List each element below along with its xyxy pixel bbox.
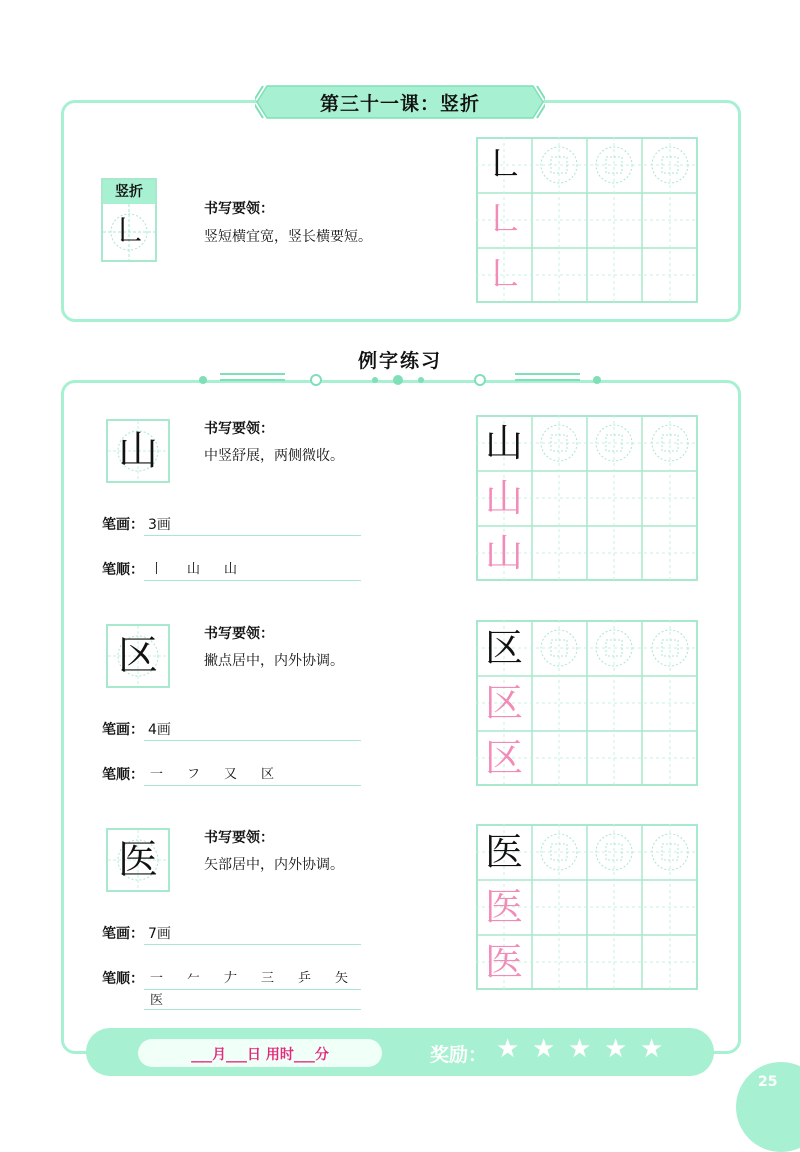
stroke-order-step: 丨 <box>150 562 164 577</box>
example-strokes-line <box>144 944 361 945</box>
example-order-line <box>144 580 361 581</box>
footer-date-text: ___月___日 用时___分 <box>191 1047 329 1063</box>
page-number: 25 <box>758 1074 778 1090</box>
stroke-order-step: 山 <box>224 562 238 577</box>
example-tip-text: 撇点居中，内外协调。 <box>204 653 344 669</box>
stroke-order-step: 又 <box>224 767 238 782</box>
lesson-practice-pink-1: ㇗ <box>484 198 523 242</box>
stroke-order-step: 𠂉 <box>187 971 201 986</box>
stroke-order-step: 山 <box>187 562 201 577</box>
example-strokes-line <box>144 740 361 741</box>
practice-char-pink-1: 医 <box>484 885 523 929</box>
example-strokes-value: 3画 <box>148 517 171 533</box>
lesson-tip-text: 竖短横宜宽，竖长横要短。 <box>204 229 372 245</box>
example-strokes-value: 4画 <box>148 722 171 738</box>
stroke-card-header <box>103 180 155 204</box>
example-tip-label: 书写要领： <box>204 626 274 642</box>
stroke-order-step: 区 <box>261 767 275 782</box>
stroke-order-step: 一 <box>150 971 164 986</box>
example-char: 山 <box>118 428 158 474</box>
example-char-box <box>106 624 170 688</box>
panel-ornament <box>195 370 605 390</box>
practice-char-black: 医 <box>484 830 523 874</box>
stroke-order-step: 三 <box>261 971 275 986</box>
lesson-tip-label: 书写要领： <box>204 201 274 217</box>
practice-char-pink-2: 医 <box>484 940 523 984</box>
practice-char-black: 区 <box>484 626 523 670</box>
stroke-name: 竖折 <box>115 184 143 200</box>
example-order-label: 笔顺： <box>102 562 144 578</box>
example-order-label: 笔顺： <box>102 971 144 987</box>
stroke-card-glyph: ㇗ <box>112 212 146 252</box>
practice-char-black: 山 <box>484 421 523 465</box>
example-char-box <box>106 419 170 483</box>
lesson-practice-pink-2: ㇗ <box>484 253 523 297</box>
reward-star-icon[interactable]: ★ <box>604 1034 628 1064</box>
example-strokes-label: 笔画： <box>102 926 144 942</box>
example-char-box <box>106 828 170 892</box>
stroke-card <box>101 178 157 262</box>
example-char: 医 <box>118 837 158 883</box>
practice-char-pink-1: 山 <box>484 476 523 520</box>
example-order-line <box>144 989 361 990</box>
reward-star-icon[interactable]: ★ <box>496 1034 520 1064</box>
example-tip-text: 中竖舒展，两侧微收。 <box>204 448 344 464</box>
example-strokes-label: 笔画： <box>102 517 144 533</box>
example-tip-label: 书写要领： <box>204 421 274 437</box>
example-practice-grid <box>476 824 698 990</box>
stroke-order-step: フ <box>187 767 201 782</box>
lesson-title: 第三十一课：竖折 <box>319 93 480 115</box>
stroke-order-step: 矢 <box>335 971 349 986</box>
lesson-practice-grid <box>476 137 698 303</box>
example-tip-text: 矢部居中，内外协调。 <box>204 857 344 873</box>
example-strokes-line <box>144 535 361 536</box>
stroke-order-step: 乒 <box>298 971 312 986</box>
reward-star-icon[interactable]: ★ <box>532 1034 556 1064</box>
reward-label: 奖励： <box>430 1044 488 1066</box>
reward-star-icon[interactable]: ★ <box>568 1034 592 1064</box>
practice-char-pink-1: 区 <box>484 681 523 725</box>
example-practice-grid <box>476 620 698 786</box>
example-tip-label: 书写要领： <box>204 830 274 846</box>
example-order-label: 笔顺： <box>102 767 144 783</box>
practice-char-pink-2: 区 <box>484 736 523 780</box>
stroke-order-step: 一 <box>150 767 164 782</box>
page-number-badge <box>736 1062 800 1152</box>
example-strokes-value: 7画 <box>148 926 171 942</box>
example-char: 区 <box>118 633 158 679</box>
section-title: 例字练习 <box>357 350 442 372</box>
example-order-line <box>144 785 361 786</box>
example-order-line-2 <box>144 1009 361 1010</box>
stroke-order-step: 𠂇 <box>224 971 238 986</box>
example-practice-grid <box>476 415 698 581</box>
reward-star-icon[interactable]: ★ <box>640 1034 664 1064</box>
example-strokes-label: 笔画： <box>102 722 144 738</box>
lesson-practice-black: ㇗ <box>484 143 523 187</box>
practice-char-pink-2: 山 <box>484 531 523 575</box>
stroke-order-step-extra: 医 <box>150 993 164 1008</box>
